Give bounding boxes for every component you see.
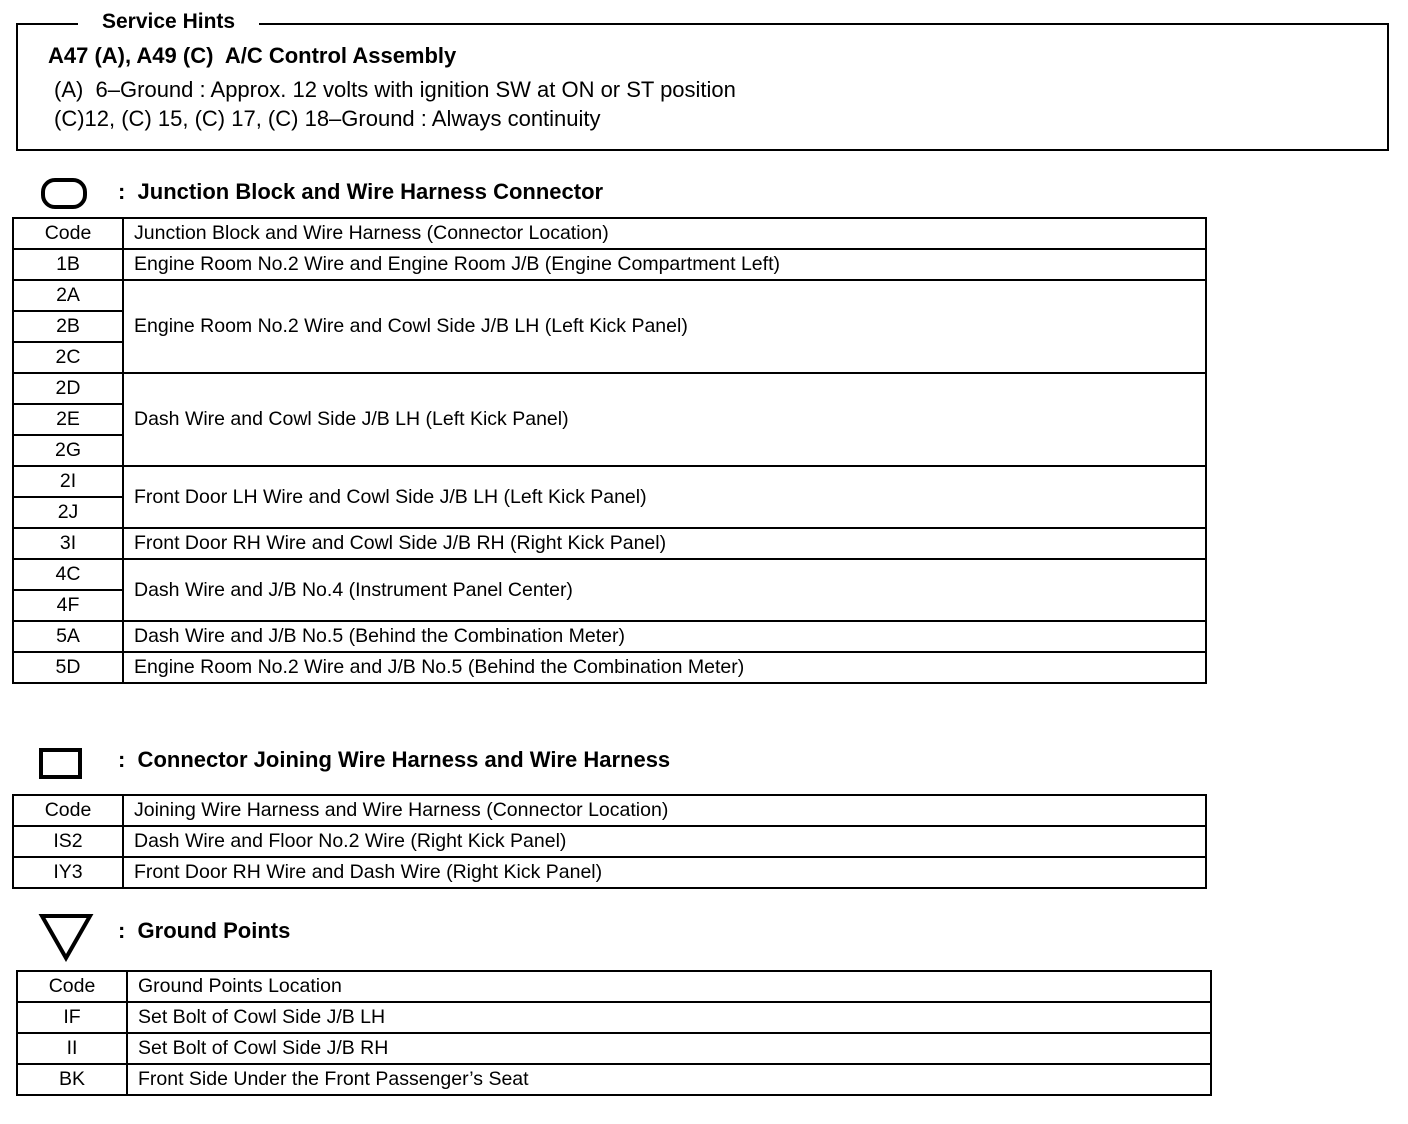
location-cell: Dash Wire and J/B No.5 (Behind the Combination Meter) bbox=[123, 621, 1206, 652]
header-location: Joining Wire Harness and Wire Harness (Connector Location) bbox=[123, 795, 1206, 826]
location-cell: Front Door RH Wire and Cowl Side J/B RH (Right Kick Panel) bbox=[123, 528, 1206, 559]
hints-line-1: (A) 6–Ground : Approx. 12 volts with ignition SW at ON or ST position bbox=[54, 77, 736, 102]
table-row bbox=[17, 1064, 1211, 1095]
service-hints-title: Service Hints bbox=[78, 8, 259, 36]
code-cell: 5D bbox=[13, 652, 123, 683]
table-row bbox=[13, 249, 1206, 280]
junction-section-title: : Junction Block and Wire Harness Connector bbox=[118, 179, 604, 204]
table-row bbox=[13, 528, 1206, 559]
location-cell: Front Side Under the Front Passenger’s Seat bbox=[127, 1064, 1211, 1095]
code-cell: 2I bbox=[13, 466, 123, 497]
junction-table bbox=[12, 217, 1207, 684]
table-header-row bbox=[13, 795, 1206, 826]
ground-table bbox=[16, 970, 1212, 1096]
table-header-row bbox=[13, 218, 1206, 249]
header-location: Ground Points Location bbox=[127, 971, 1211, 1002]
location-cell: Front Door LH Wire and Cowl Side J/B LH (Left Kick Panel) bbox=[123, 466, 1206, 528]
location-cell: Dash Wire and Cowl Side J/B LH (Left Kick Panel) bbox=[123, 373, 1206, 466]
code-cell: 2G bbox=[13, 435, 123, 466]
table-header-row bbox=[17, 971, 1211, 1002]
table-row bbox=[13, 652, 1206, 683]
location-cell: Dash Wire and Floor No.2 Wire (Right Kick Panel) bbox=[123, 826, 1206, 857]
location-cell: Engine Room No.2 Wire and Cowl Side J/B LH (Left Kick Panel) bbox=[123, 280, 1206, 373]
table-row bbox=[13, 466, 1206, 497]
table-row bbox=[13, 857, 1206, 888]
table-row bbox=[13, 826, 1206, 857]
rounded-rectangle-icon bbox=[40, 176, 90, 212]
location-cell: Engine Room No.2 Wire and Engine Room J/B (Engine Compartment Left) bbox=[123, 249, 1206, 280]
service-hints-box bbox=[16, 23, 1389, 151]
table-row bbox=[13, 559, 1206, 590]
code-cell: 2B bbox=[13, 311, 123, 342]
code-cell: 2J bbox=[13, 497, 123, 528]
code-cell: 4F bbox=[13, 590, 123, 621]
header-code: Code bbox=[17, 971, 127, 1002]
table-row bbox=[13, 280, 1206, 311]
header-location: Junction Block and Wire Harness (Connector Location) bbox=[123, 218, 1206, 249]
ground-section-title: : Ground Points bbox=[118, 918, 291, 943]
table-row bbox=[17, 1033, 1211, 1064]
location-cell: Dash Wire and J/B No.4 (Instrument Panel Center) bbox=[123, 559, 1206, 621]
location-cell: Set Bolt of Cowl Side J/B LH bbox=[127, 1002, 1211, 1033]
inverted-triangle-icon bbox=[38, 912, 96, 962]
location-cell: Set Bolt of Cowl Side J/B RH bbox=[127, 1033, 1211, 1064]
code-cell: 2E bbox=[13, 404, 123, 435]
code-cell: 5A bbox=[13, 621, 123, 652]
table-row bbox=[17, 1002, 1211, 1033]
code-cell: IF bbox=[17, 1002, 127, 1033]
hints-line-2: (C)12, (C) 15, (C) 17, (C) 18–Ground : Always continuity bbox=[54, 106, 601, 131]
code-cell: 2A bbox=[13, 280, 123, 311]
code-cell: IY3 bbox=[13, 857, 123, 888]
code-cell: 2D bbox=[13, 373, 123, 404]
location-cell: Engine Room No.2 Wire and J/B No.5 (Behind the Combination Meter) bbox=[123, 652, 1206, 683]
code-cell: 2C bbox=[13, 342, 123, 373]
code-cell: 4C bbox=[13, 559, 123, 590]
code-cell: II bbox=[17, 1033, 127, 1064]
code-cell: BK bbox=[17, 1064, 127, 1095]
hints-heading: A47 (A), A49 (C) A/C Control Assembly bbox=[48, 43, 457, 68]
table-row bbox=[13, 373, 1206, 404]
connector-section-title: : Connector Joining Wire Harness and Wire Harness bbox=[118, 747, 671, 772]
code-cell: 1B bbox=[13, 249, 123, 280]
location-cell: Front Door RH Wire and Dash Wire (Right Kick Panel) bbox=[123, 857, 1206, 888]
rectangle-icon bbox=[38, 746, 86, 782]
code-cell: IS2 bbox=[13, 826, 123, 857]
code-cell: 3I bbox=[13, 528, 123, 559]
header-code: Code bbox=[13, 218, 123, 249]
header-code: Code bbox=[13, 795, 123, 826]
connector-table bbox=[12, 794, 1207, 889]
table-row bbox=[13, 621, 1206, 652]
